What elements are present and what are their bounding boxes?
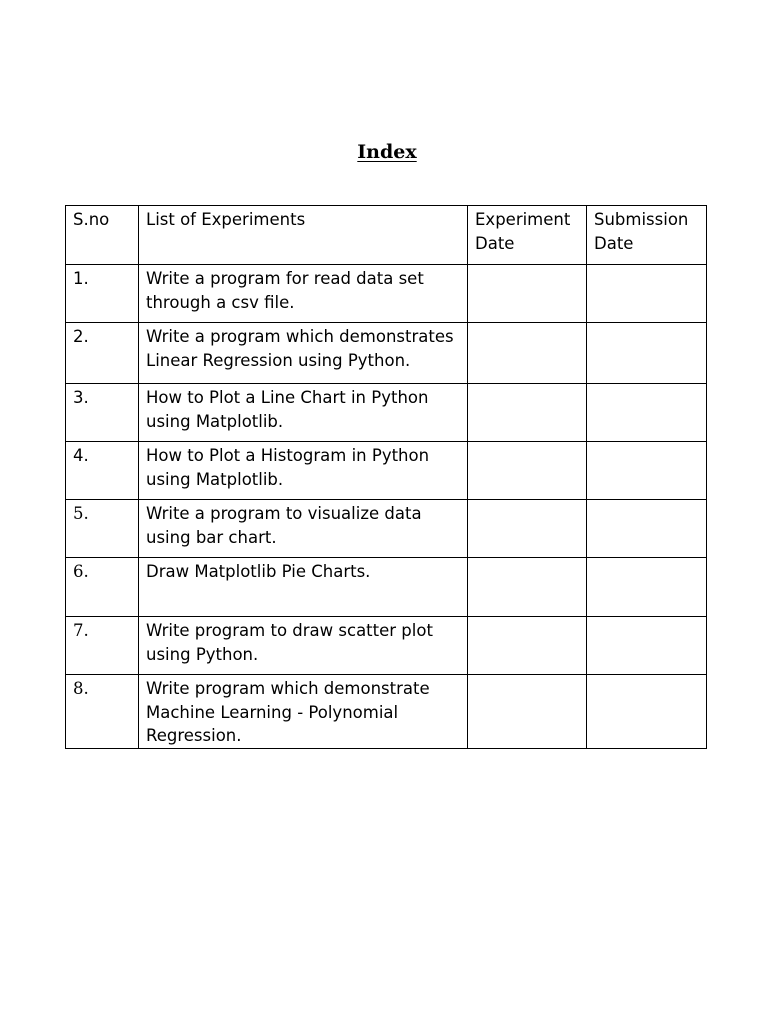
- row-experiment-date: [468, 323, 587, 384]
- row-submission-date: [587, 384, 707, 442]
- header-experiment-date: Experiment Date: [468, 206, 587, 265]
- table-row: [66, 265, 707, 323]
- header-submission-date: Submission Date: [587, 206, 707, 265]
- table-row: [66, 558, 707, 617]
- row-experiment: Write program which demonstrate Machine Learning - Polynomial Regression.: [139, 675, 468, 749]
- row-experiment-date: [468, 617, 587, 675]
- table-row: [66, 323, 707, 384]
- row-sno: 1.: [66, 265, 139, 323]
- row-sno: 4.: [66, 442, 139, 500]
- header-sno: S.no: [66, 206, 139, 265]
- row-experiment-date: [468, 675, 587, 749]
- row-submission-date: [587, 265, 707, 323]
- row-submission-date: [587, 323, 707, 384]
- row-sno: 3.: [66, 384, 139, 442]
- row-experiment: How to Plot a Line Chart in Python using Matplotlib.: [139, 384, 468, 442]
- row-sno: 7.: [66, 617, 139, 675]
- row-submission-date: [587, 500, 707, 558]
- row-experiment-date: [468, 558, 587, 617]
- row-experiment-date: [468, 265, 587, 323]
- page-title: Index: [357, 141, 417, 163]
- header-list-of-experiments: List of Experiments: [139, 206, 468, 265]
- row-experiment: Write a program which demonstrates Linear Regression using Python.: [139, 323, 468, 384]
- row-experiment: How to Plot a Histogram in Python using Matplotlib.: [139, 442, 468, 500]
- row-experiment-date: [468, 500, 587, 558]
- row-sno: 6.: [66, 558, 139, 617]
- row-submission-date: [587, 558, 707, 617]
- row-experiment-date: [468, 442, 587, 500]
- row-sno: 5.: [66, 500, 139, 558]
- table-row: [66, 617, 707, 675]
- row-experiment: Draw Matplotlib Pie Charts.: [139, 558, 468, 617]
- row-experiment: Write program to draw scatter plot using Python.: [139, 617, 468, 675]
- row-experiment: Write a program to visualize data using bar chart.: [139, 500, 468, 558]
- table-header-row: [66, 206, 707, 265]
- row-submission-date: [587, 617, 707, 675]
- table-row: [66, 442, 707, 500]
- row-experiment-date: [468, 384, 587, 442]
- row-experiment: Write a program for read data set through a csv file.: [139, 265, 468, 323]
- table-row: [66, 675, 707, 749]
- row-sno: 8.: [66, 675, 139, 749]
- table-row: [66, 384, 707, 442]
- row-submission-date: [587, 675, 707, 749]
- table-row: [66, 500, 707, 558]
- row-submission-date: [587, 442, 707, 500]
- row-sno: 2.: [66, 323, 139, 384]
- index-table: [65, 205, 707, 749]
